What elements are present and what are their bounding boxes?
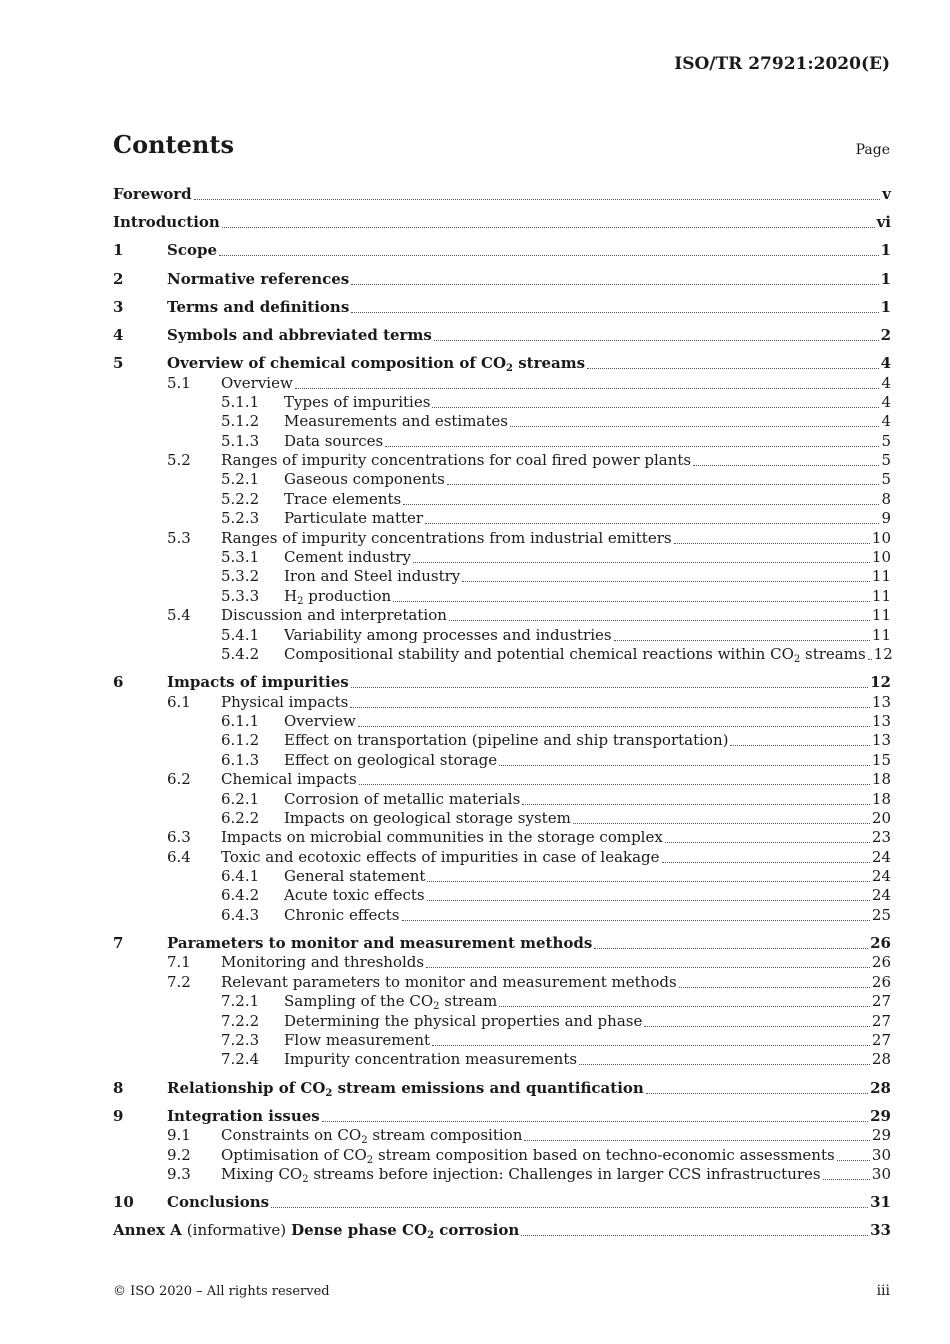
dot-leader [402, 919, 870, 921]
toc-entry-page: 11 [871, 567, 891, 586]
toc-entry-number: 2 [113, 269, 124, 288]
toc-entry-page: 5 [881, 451, 891, 470]
toc-entry-title: Gaseous components [284, 470, 445, 489]
toc-entry[interactable] [113, 185, 891, 204]
toc-entry-number: 6 [113, 673, 124, 692]
toc-entry-page: 27 [871, 992, 891, 1011]
toc-entry-page: 29 [870, 1106, 891, 1125]
toc-entry[interactable] [113, 789, 891, 808]
dot-leader [350, 706, 870, 708]
toc-entry-title: Foreword [113, 185, 192, 203]
toc-entry-title: Overview [284, 711, 356, 730]
toc-entry-page: 11 [871, 606, 891, 625]
toc-entry-title: Measurements and estimates [284, 412, 508, 431]
toc-entry-page: 1 [880, 241, 891, 260]
toc-entry-title: Normative references [167, 269, 350, 288]
dot-leader [427, 880, 869, 882]
toc-entry[interactable] [113, 809, 891, 828]
toc-entry[interactable] [113, 431, 891, 450]
toc-entry-title: Effect on geological storage [284, 750, 498, 769]
dot-leader [644, 1025, 870, 1027]
toc-entry-number: 6.4.2 [221, 886, 260, 905]
toc-entry-number: 6.1.1 [221, 711, 260, 730]
dot-leader [222, 226, 875, 228]
dot-leader [432, 1044, 870, 1046]
toc-entry-number: 6.2.1 [221, 789, 260, 808]
toc-entry-page: 4 [880, 354, 891, 373]
toc-entry-page: 30 [871, 1164, 891, 1183]
toc-entry[interactable] [113, 354, 891, 373]
toc-entry-page: 12 [873, 644, 893, 663]
toc-entry[interactable] [113, 1031, 891, 1050]
dot-leader [499, 1005, 870, 1007]
toc-entry[interactable] [113, 750, 891, 769]
page-column-label: Page [855, 142, 890, 158]
toc-entry-page: 27 [871, 1011, 891, 1030]
toc-entry-page: vi [876, 213, 891, 232]
toc-entry-number: 6.4.3 [221, 905, 260, 924]
toc-entry-title: General statement [284, 867, 426, 886]
toc-entry-page: 5 [881, 431, 891, 450]
toc-entry-title: Symbols and abbreviated terms [167, 325, 432, 344]
toc-entry-page: 12 [870, 673, 891, 692]
toc-entry-number: 5.3 [167, 528, 191, 547]
toc-entry[interactable] [113, 373, 891, 392]
toc-entry-title: Acute toxic effects [284, 886, 425, 905]
toc-entry[interactable] [113, 731, 891, 750]
dot-leader [403, 503, 879, 505]
toc-entry-title: Terms and definitions [167, 297, 350, 316]
toc-entry-page: 31 [870, 1193, 891, 1212]
toc-entry-number: 9.1 [167, 1126, 191, 1145]
dot-leader [510, 425, 879, 427]
dot-leader [679, 986, 870, 988]
toc-entry-page: 28 [870, 1078, 891, 1097]
toc-entry-title: Impurity concentration measurements [284, 1050, 578, 1069]
toc-entry-page: 11 [871, 586, 891, 605]
toc-entry-number: 7.2.1 [221, 992, 260, 1011]
dot-leader [665, 841, 870, 843]
page-number: iii [876, 1283, 890, 1299]
toc-entry-number: 9.3 [167, 1164, 191, 1183]
toc-entry-title: Impacts on microbial communities in the storage complex [221, 828, 663, 847]
dot-leader [194, 198, 881, 200]
toc-entry[interactable] [113, 298, 891, 317]
dot-leader [573, 822, 870, 824]
dot-leader [524, 1139, 870, 1141]
dot-leader [425, 522, 879, 524]
dot-leader [823, 1178, 870, 1180]
annex-title: Dense phase $CO_2$ corrosion [291, 1221, 520, 1242]
toc-entry[interactable] [113, 847, 891, 866]
dot-leader [434, 339, 879, 341]
toc-entry[interactable] [113, 470, 891, 489]
toc-entry-page: 4 [881, 373, 891, 392]
toc-entry-title: Constraints on $CO_2$ stream composition [221, 1126, 523, 1147]
toc-entry[interactable] [113, 712, 891, 731]
toc-entry[interactable] [113, 934, 891, 953]
toc-entry-page: 13 [871, 731, 891, 750]
dot-leader [413, 561, 870, 563]
dot-leader [693, 464, 879, 466]
dot-leader [662, 861, 870, 863]
toc-entry-page: 23 [871, 828, 891, 847]
toc-entry-title: Mixing $CO_2$ streams before injection: Challenges in larger CCS infrastructures [221, 1164, 821, 1185]
toc-entry-number: 5.4.1 [221, 625, 260, 644]
dot-leader [358, 725, 870, 727]
toc-entry-title: Integration issues [167, 1106, 320, 1125]
toc-entry-page: 13 [871, 711, 891, 730]
toc-entry-title: Iron and Steel industry [284, 567, 461, 586]
annex-qualifier: (informative) [186, 1221, 287, 1240]
toc-entry[interactable] [113, 241, 891, 260]
dot-leader [447, 483, 880, 485]
toc-annex-entry[interactable] [113, 1221, 891, 1240]
toc-entry-number: 5.4.2 [221, 644, 260, 663]
toc-entry[interactable] [113, 586, 891, 605]
dot-leader [219, 254, 879, 256]
dot-leader [271, 1206, 868, 1208]
toc-entry-title: Trace elements [284, 489, 402, 508]
toc-entry-page: v [882, 185, 891, 203]
toc-entry-title: Overview [221, 373, 293, 392]
toc-entry-title: Toxic and ecotoxic effects of impurities in case of leakage [221, 847, 660, 866]
toc-entry[interactable] [113, 270, 891, 289]
toc-entry-number: 5.3.2 [221, 567, 260, 586]
toc-entry-number: 5.2 [167, 451, 191, 470]
dot-leader [295, 387, 880, 389]
toc-entry-title: Impacts on geological storage system [284, 808, 571, 827]
toc-entry-number: 10 [113, 1193, 134, 1212]
document-id: ISO/TR 27921:2020(E) [674, 54, 890, 74]
dot-leader [730, 744, 869, 746]
toc-entry-page: 24 [871, 886, 891, 905]
toc-entry[interactable] [113, 673, 891, 692]
toc-entry-number: 7.2.4 [221, 1050, 260, 1069]
dot-leader [385, 445, 879, 447]
toc-entry-number: 5.1.3 [221, 431, 260, 450]
toc-entry-title: Variability among processes and industries [284, 625, 612, 644]
dot-leader [614, 639, 870, 641]
toc-entry-number: 8 [113, 1078, 124, 1097]
toc-entry-title: Optimisation of $CO_2$ stream composition based on techno-economic assessments [221, 1145, 835, 1166]
annex-label: Annex A [113, 1221, 182, 1240]
toc-entry-title: $H_2$ production [284, 586, 392, 607]
dot-leader [393, 600, 870, 602]
toc-entry[interactable] [113, 692, 891, 711]
toc-entry[interactable] [113, 992, 891, 1011]
toc-entry[interactable] [113, 412, 891, 431]
table-of-contents [113, 185, 891, 1240]
toc-entry-number: 7 [113, 934, 124, 953]
toc-entry-page: 4 [881, 412, 891, 431]
toc-entry-title: Discussion and interpretation [221, 606, 447, 625]
toc-entry[interactable] [113, 1107, 891, 1126]
toc-entry-title: Parameters to monitor and measurement methods [167, 934, 593, 953]
toc-entry-page: 26 [871, 953, 891, 972]
toc-entry-number: 3 [113, 297, 124, 316]
toc-entry[interactable] [113, 828, 891, 847]
toc-entry[interactable] [113, 867, 891, 886]
toc-entry-title: Introduction [113, 213, 220, 232]
toc-entry-page: 29 [871, 1126, 891, 1145]
contents-heading: Contents [113, 130, 234, 159]
toc-entry-page: 1 [880, 297, 891, 316]
dot-leader [837, 1159, 870, 1161]
toc-entry-title: Conclusions [167, 1193, 270, 1212]
toc-entry-title: Ranges of impurity concentrations from industrial emitters [221, 528, 672, 547]
toc-entry-number: 9 [113, 1106, 124, 1125]
dot-leader [449, 619, 870, 621]
dot-leader [522, 803, 870, 805]
toc-entry[interactable] [113, 1126, 891, 1145]
toc-entry-title: Sampling of the $CO_2$ stream [284, 992, 498, 1013]
toc-entry-page: 24 [871, 847, 891, 866]
toc-entry-number: 6.1 [167, 692, 191, 711]
toc-entry-title: Overview of chemical composition of $CO_2$ streams [167, 354, 586, 375]
toc-entry-number: 6.1.3 [221, 750, 260, 769]
toc-entry-number: 5.1 [167, 373, 191, 392]
toc-entry-page: 1 [880, 269, 891, 288]
toc-entry-number: 6.3 [167, 828, 191, 847]
dot-leader [521, 1234, 868, 1236]
toc-entry-title: Corrosion of metallic materials [284, 789, 521, 808]
toc-entry-page: 26 [870, 934, 891, 953]
toc-entry-title: Effect on transportation (pipeline and ship transportation) [284, 731, 729, 750]
toc-entry[interactable] [113, 1193, 891, 1212]
toc-entry-page: 20 [871, 808, 891, 827]
toc-entry-number: 5.2.2 [221, 489, 260, 508]
toc-entry[interactable] [113, 1079, 891, 1098]
toc-entry-page: 26 [871, 972, 891, 991]
toc-entry-number: 5.3.3 [221, 586, 260, 605]
toc-entry-page: 10 [871, 528, 891, 547]
toc-entry-title: Flow measurement [284, 1031, 431, 1049]
toc-entry[interactable] [113, 548, 891, 567]
dot-leader [594, 947, 868, 949]
toc-entry-page: 24 [871, 867, 891, 886]
annex-page: 33 [870, 1221, 891, 1240]
toc-entry-number: 5.2.3 [221, 509, 260, 528]
toc-entry[interactable] [113, 770, 891, 789]
dot-leader [359, 783, 870, 785]
dot-leader [462, 580, 870, 582]
dot-leader [646, 1092, 868, 1094]
toc-entry[interactable] [113, 645, 891, 664]
dot-leader [427, 899, 870, 901]
toc-entry-page: 30 [871, 1145, 891, 1164]
toc-entry-number: 7.2.2 [221, 1011, 260, 1030]
toc-entry[interactable] [113, 489, 891, 508]
toc-entry[interactable] [113, 509, 891, 528]
toc-entry-number: 5.4 [167, 606, 191, 625]
toc-entry-title: Determining the physical properties and phase [284, 1011, 643, 1030]
toc-entry[interactable] [113, 528, 891, 547]
toc-entry-page: 2 [880, 325, 891, 344]
toc-entry[interactable] [113, 606, 891, 625]
toc-entry-number: 7.2 [167, 972, 191, 991]
toc-entry-title: Chemical impacts [221, 770, 357, 789]
toc-entry-page: 10 [871, 548, 891, 567]
toc-entry-number: 6.1.2 [221, 731, 260, 750]
toc-entry-number: 5.1.1 [221, 392, 260, 411]
toc-entry[interactable] [113, 1165, 891, 1184]
toc-entry-number: 7.2.3 [221, 1031, 260, 1049]
dot-leader [351, 686, 868, 688]
dot-leader [587, 367, 878, 369]
toc-entry[interactable] [113, 972, 891, 991]
toc-entry-page: 13 [871, 692, 891, 711]
toc-entry[interactable] [113, 1011, 891, 1030]
toc-entry-page: 27 [871, 1031, 891, 1049]
toc-entry-title: Types of impurities [284, 392, 431, 411]
dot-leader [579, 1063, 870, 1065]
toc-entry-page: 5 [881, 470, 891, 489]
toc-entry-number: 9.2 [167, 1145, 191, 1164]
dot-leader [868, 658, 872, 660]
toc-entry-page: 9 [881, 509, 891, 528]
toc-entry[interactable] [113, 953, 891, 972]
toc-entry[interactable] [113, 1145, 891, 1164]
dot-leader [426, 966, 870, 968]
toc-entry-page: 15 [871, 750, 891, 769]
toc-entry-page: 8 [881, 489, 891, 508]
toc-entry[interactable] [113, 905, 891, 924]
toc-entry-number: 6.4 [167, 847, 191, 866]
toc-entry-title: Monitoring and thresholds [221, 953, 425, 972]
dot-leader [322, 1120, 868, 1122]
toc-entry[interactable] [113, 625, 891, 644]
copyright-notice: © ISO 2020 – All rights reserved [113, 1284, 330, 1299]
toc-entry-page: 25 [871, 905, 891, 924]
dot-leader [351, 311, 878, 313]
toc-entry-number: 5.3.1 [221, 548, 260, 567]
toc-entry-page: 11 [871, 625, 891, 644]
toc-entry-number: 6.2 [167, 770, 191, 789]
toc-entry[interactable] [113, 567, 891, 586]
toc-entry-title: Physical impacts [221, 692, 349, 711]
toc-entry-title: Cement industry [284, 548, 412, 567]
toc-entry-number: 6.2.2 [221, 808, 260, 827]
toc-entry-title: Particulate matter [284, 509, 424, 528]
toc-entry[interactable] [113, 1050, 891, 1069]
toc-entry-number: 7.1 [167, 953, 191, 972]
toc-entry-page: 28 [871, 1050, 891, 1069]
toc-entry-title: Impacts of impurities [167, 673, 349, 692]
toc-entry-title: Chronic effects [284, 905, 400, 924]
toc-entry[interactable] [113, 213, 891, 232]
toc-entry-title: Data sources [284, 431, 384, 450]
toc-entry-number: 6.4.1 [221, 867, 260, 886]
toc-entry[interactable] [113, 451, 891, 470]
toc-entry-number: 5.1.2 [221, 412, 260, 431]
toc-entry-page: 18 [871, 770, 891, 789]
toc-entry-number: 4 [113, 325, 124, 344]
toc-entry-number: 5.2.1 [221, 470, 260, 489]
toc-entry-number: 1 [113, 241, 124, 260]
toc-entry-page: 18 [871, 789, 891, 808]
toc-entry-page: 4 [881, 392, 891, 411]
dot-leader [351, 283, 878, 285]
toc-entry[interactable] [113, 393, 891, 412]
toc-entry-title: Relevant parameters to monitor and measurement methods [221, 972, 677, 991]
dot-leader [674, 542, 870, 544]
toc-entry-title: Scope [167, 241, 218, 260]
toc-entry-title: Compositional stability and potential chemical reactions within $CO_2$ streams [284, 644, 866, 665]
dot-leader [499, 764, 870, 766]
toc-entry[interactable] [113, 326, 891, 345]
toc-entry-title: Ranges of impurity concentrations for coal fired power plants [221, 451, 692, 470]
toc-entry-title: Relationship of $CO_2$ stream emissions and quantification [167, 1078, 644, 1099]
dot-leader [432, 406, 879, 408]
toc-entry[interactable] [113, 886, 891, 905]
toc-entry-number: 5 [113, 354, 124, 373]
